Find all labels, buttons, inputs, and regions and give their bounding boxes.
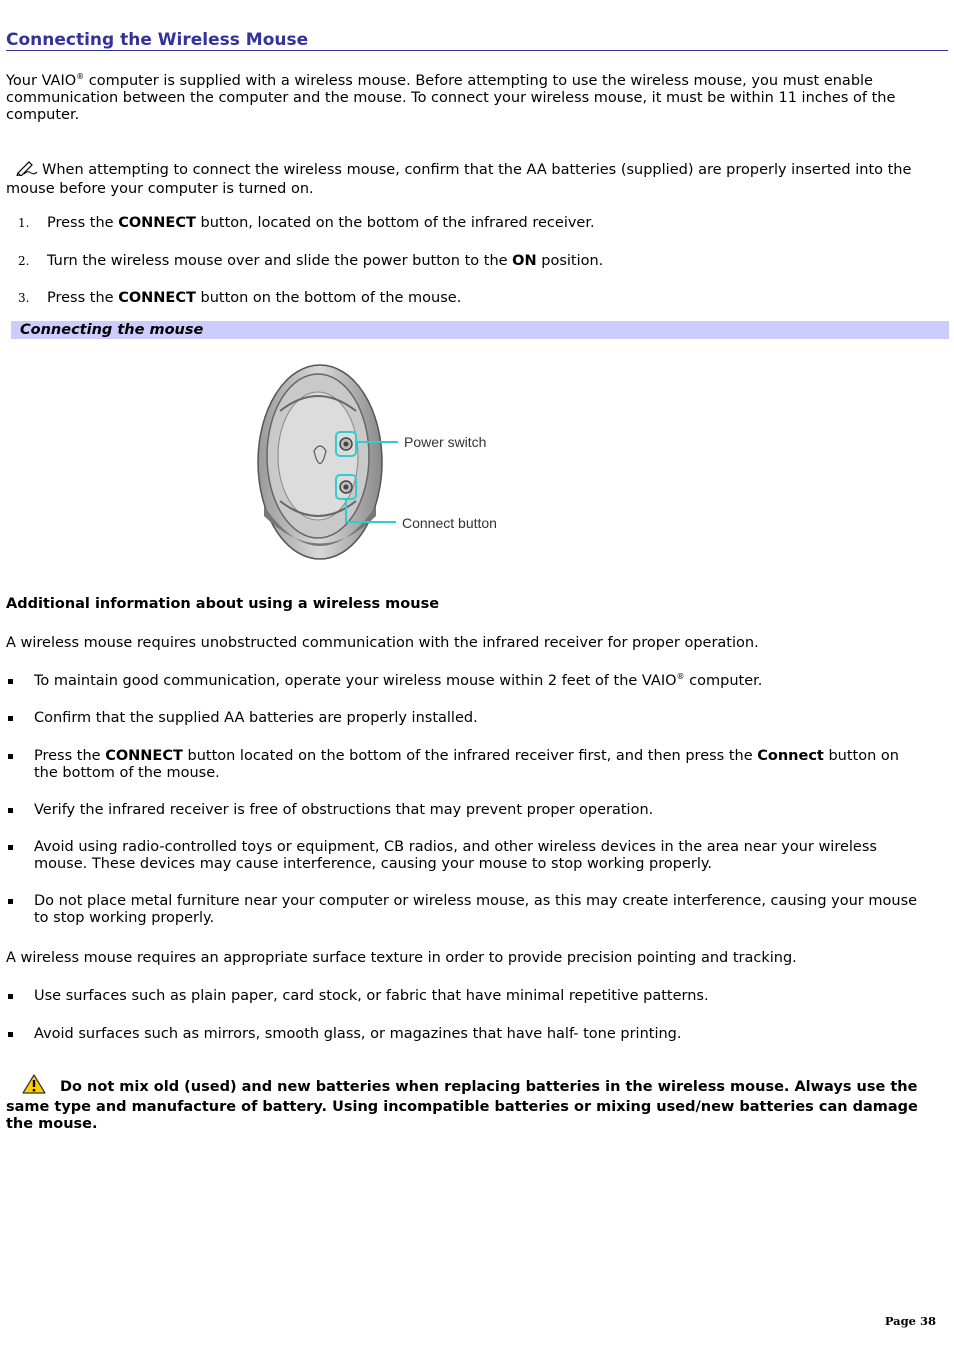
step-text: Press the CONNECT button, located on the bottom of the infrared receiver. xyxy=(47,215,595,231)
warning-text: Do not mix old (used) and new batteries when replacing batteries in the wireless mouse. Always use the same type and manufacture of battery. Using incompatible batteries or mixing used/new batteries can damage the mouse. xyxy=(6,1079,918,1132)
page-title: Connecting the Wireless Mouse xyxy=(6,30,948,51)
intro-paragraph xyxy=(6,73,941,124)
note-text: When attempting to connect the wireless mouse, confirm that the AA batteries (supplied) are properly inserted into the mouse before your computer is turned on. xyxy=(6,162,912,197)
figure-caption-bar xyxy=(11,321,949,339)
warning-paragraph xyxy=(6,1074,946,1133)
power-switch-label: Power switch xyxy=(404,434,487,450)
bullet-square-icon xyxy=(8,754,13,759)
registered-mark: ® xyxy=(76,72,85,82)
connect-button-label: Connect button xyxy=(402,515,497,531)
additional-intro: A wireless mouse requires unobstructed communication with the infrared receiver for proper operation. xyxy=(6,635,759,651)
note-paragraph xyxy=(6,160,941,198)
bullet-square-icon xyxy=(8,899,13,904)
bullet-square-icon xyxy=(8,994,13,999)
mouse-bottom-illustration xyxy=(250,356,520,566)
step-number: 1. xyxy=(18,216,30,230)
step-text: Press the CONNECT button on the bottom of the mouse. xyxy=(47,290,462,306)
page-number: Page 38 xyxy=(884,1314,936,1328)
note-pencil-icon xyxy=(16,160,38,181)
mouse-figure xyxy=(250,356,520,566)
registered-mark: ® xyxy=(676,672,685,682)
step-text: Turn the wireless mouse over and slide the power button to the ON position. xyxy=(47,253,604,269)
bullet-square-icon xyxy=(8,1032,13,1037)
bullet-square-icon xyxy=(8,808,13,813)
bullet-square-icon xyxy=(8,679,13,684)
warning-triangle-icon xyxy=(22,1074,46,1099)
additional-heading: Additional information about using a wireless mouse xyxy=(6,596,440,612)
bullet-square-icon xyxy=(8,845,13,850)
step-number: 2. xyxy=(18,254,30,268)
step-number: 3. xyxy=(18,291,30,305)
bullet-square-icon xyxy=(8,716,13,721)
figure-caption: Connecting the mouse xyxy=(20,322,204,338)
intro-text-b: computer is supplied with a wireless mouse. Before attempting to use the wireless mouse, you must enable communication between the computer and the mouse. To connect your wireless mouse, it must be within 11 inches of the computer. xyxy=(6,73,896,123)
surface-intro: A wireless mouse requires an appropriate surface texture in order to provide precision pointing and tracking. xyxy=(6,950,797,966)
intro-text-a: Your VAIO xyxy=(6,73,77,89)
